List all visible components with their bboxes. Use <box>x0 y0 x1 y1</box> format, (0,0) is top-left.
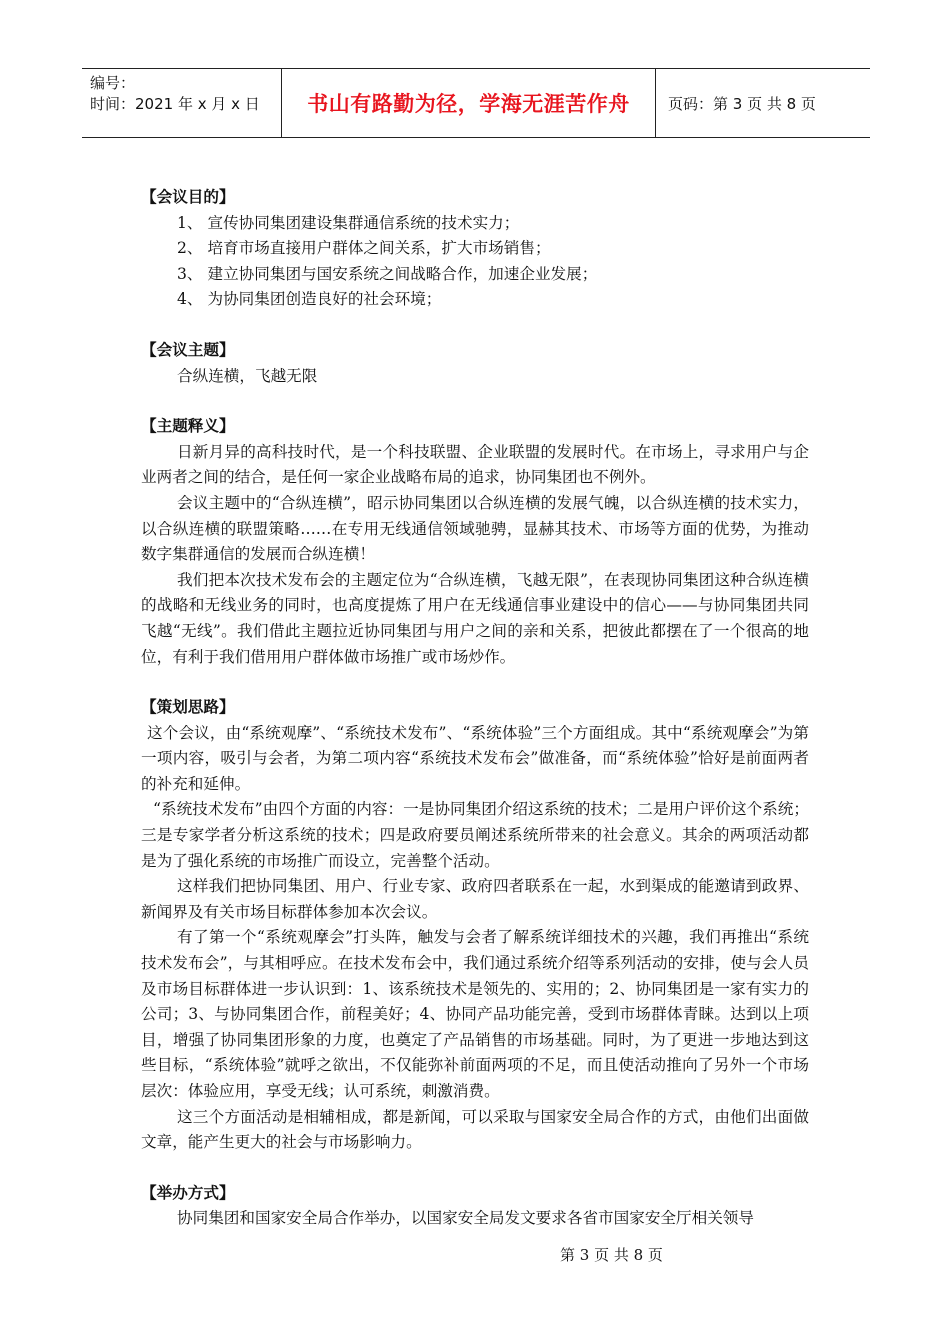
section-title-theme: 【会议主题】 <box>141 340 235 359</box>
paragraph: 这个会议，由“系统观摩”、“系统技术发布”、“系统体验”三个方面组成。其中“系统观摩会”为第一项内容，吸引与会者，为第二项内容“系统技术发布会”做准备，而“系统体验”恰好是前面两者的补充和延伸。 <box>141 723 809 793</box>
page-info: 页码：第 3 页 共 8 页 <box>668 94 816 113</box>
section-title-method: 【举办方式】 <box>141 1183 235 1202</box>
motto: 书山有路勤为径，学海无涯苦作舟 <box>307 92 630 116</box>
page-footer: 第 3 页 共 8 页 <box>560 1246 663 1264</box>
paragraph: 这三个方面活动是相辅相成，都是新闻，可以采取与国家安全局合作的方式，由他们出面做文章，能产生更大的社会与市场影响力。 <box>141 1107 809 1152</box>
list-item: 2、 培育市场直接用户群体之间关系，扩大市场销售； <box>177 239 551 258</box>
list-item: 1、 宣传协同集团建设集群通信系统的技术实力； <box>177 213 520 232</box>
list-item: 4、 为协同集团创造良好的社会环境； <box>177 290 442 309</box>
serial-label: 编号： <box>90 74 136 92</box>
paragraph: 我们把本次技术发布会的主题定位为“合纵连横，飞越无限”，在表现协同集团这种合纵连横的战略和无线业务的同时，也高度提炼了用户在无线通信事业建设中的信心——与协同集团共同飞越“无线”。我们借此主题拉近协同集团与用户之间的亲和关系，把彼此都摆在了一个很高的地位，有利于我们借用用户群体做市场推广或市场炒作。 <box>141 570 809 666</box>
paragraph: “系统技术发布”由四个方面的内容：一是协同集团介绍这系统的技术；二是用户评价这个系统；三是专家学者分析这系统的技术；四是政府要员阐述系统所带来的社会意义。其余的两项活动都是为了强化系统的市场推广而设立，完善整个活动。 <box>141 800 809 870</box>
section-title-interpretation: 【主题释义】 <box>141 417 235 436</box>
section-title-planning: 【策划思路】 <box>141 698 235 717</box>
paragraph: 这样我们把协同集团、用户、行业专家、政府四者联系在一起，水到渠成的能邀请到政界、新闻界及有关市场目标群体参加本次会议。 <box>141 877 809 921</box>
document-body <box>141 185 809 1232</box>
paragraph: 会议主题中的“合纵连横”，昭示协同集团以合纵连横的发展气魄，以合纵连横的技术实力，以合纵连横的联盟策略……在专用无线通信领域驰骋，显赫其技术、市场等方面的优势，为推动数字集群通信的发展而合纵连横！ <box>141 493 809 564</box>
page-header <box>82 68 870 138</box>
list-item: 3、 建立协同集团与国安系统之间战略合作，加速企业发展； <box>177 264 598 283</box>
paragraph: 协同集团和国家安全局合作举办，以国家安全局发文要求各省市国家安全厅相关领导 <box>177 1209 754 1228</box>
header-motto-cell <box>282 69 656 137</box>
header-page-info <box>656 69 870 137</box>
paragraph: 有了第一个“系统观摩会”打头阵，触发与会者了解系统详细技术的兴趣，我们再推出“系统技术发布会”，与其相呼应。在技术发布会中，我们通过系统介绍等系列活动的安排，使与会人员及市场目标群体进一步认识到：1、该系统技术是领先的、实用的；2、协同集团是一家有实力的公司；3、与协同集团合作，前程美好；4、协同产品功能完善，受到市场群体青睐。达到以上项目，增强了协同集团形象的力度，也奠定了产品销售的市场基础。同时，为了更进一步地达到这些目标，“系统体验”就呼之欲出，不仅能弥补前面两项的不足，而且使活动推向了另外一个市场层次：体验应用，享受无线；认可系统，刺激消费。 <box>141 928 809 1100</box>
time-label: 时间：2021 年 x 月 x 日 <box>90 95 260 113</box>
section-title-purpose: 【会议目的】 <box>141 188 235 206</box>
header-meta <box>82 69 282 137</box>
paragraph: 日新月异的高科技时代，是一个科技联盟、企业联盟的发展时代。在市场上，寻求用户与企业两者之间的结合，是任何一家企业战略布局的追求，协同集团也不例外。 <box>141 442 809 487</box>
theme-text: 合纵连横，飞越无限 <box>177 366 318 385</box>
